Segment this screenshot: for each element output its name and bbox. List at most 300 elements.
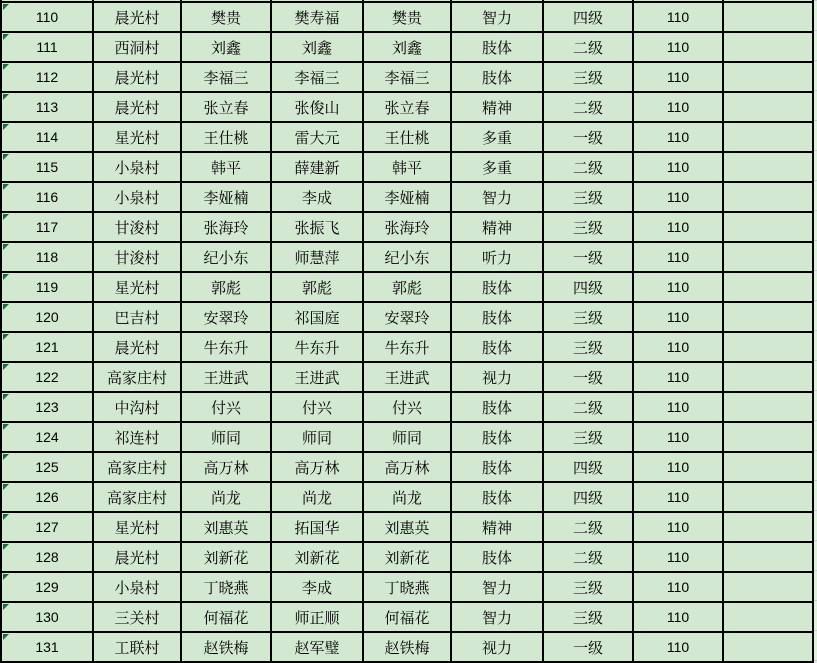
cell-no[interactable]	[1, 392, 93, 422]
cell-name1[interactable]	[181, 92, 271, 122]
cell-text: 安翠玲	[384, 309, 430, 327]
cell-amount[interactable]	[633, 182, 723, 212]
cell-village[interactable]	[93, 392, 181, 422]
cell-no[interactable]	[1, 512, 93, 542]
cell-no[interactable]	[1, 332, 93, 362]
cell-grade[interactable]	[543, 632, 633, 662]
cell-text: 多重	[481, 129, 512, 147]
cell-no[interactable]	[1, 302, 93, 332]
cell-text: 星光村	[114, 129, 160, 147]
cell-no[interactable]	[1, 32, 93, 62]
cell-amount[interactable]	[633, 572, 723, 602]
cell-name2[interactable]	[271, 632, 363, 662]
cell-no[interactable]	[1, 362, 93, 392]
cell-no[interactable]	[1, 482, 93, 512]
cell-blank[interactable]	[723, 122, 813, 152]
cell-name3[interactable]	[363, 392, 451, 422]
cell-text: 巴吉村	[114, 309, 160, 327]
cell-flag-triangle-icon	[3, 574, 9, 580]
cell-name1[interactable]	[181, 122, 271, 152]
cell-amount[interactable]	[633, 152, 723, 182]
cell-name1[interactable]	[181, 482, 271, 512]
cell-no[interactable]	[1, 272, 93, 302]
cell-flag-triangle-icon	[3, 154, 9, 160]
cell-amount[interactable]	[633, 362, 723, 392]
cell-text: 视力	[481, 639, 512, 657]
cell-name2[interactable]	[271, 302, 363, 332]
cell-name2[interactable]	[271, 392, 363, 422]
cell-name3[interactable]	[363, 32, 451, 62]
cell-name2[interactable]	[271, 242, 363, 272]
cell-type[interactable]	[451, 302, 543, 332]
cell-text: 124	[35, 429, 59, 445]
cell-text: 晨光村	[114, 339, 160, 357]
cell-blank[interactable]	[723, 482, 813, 512]
cell-text: 晨光村	[114, 9, 160, 27]
cell-name3[interactable]	[363, 512, 451, 542]
cell-grade[interactable]	[543, 302, 633, 332]
cell-blank[interactable]	[723, 272, 813, 302]
cell-type[interactable]	[451, 422, 543, 452]
cell-text: 125	[35, 459, 59, 475]
cell-amount[interactable]	[633, 92, 723, 122]
cell-village[interactable]	[93, 122, 181, 152]
cell-text: 王进武	[294, 369, 340, 387]
table-row	[1, 332, 813, 362]
cell-name1[interactable]	[181, 182, 271, 212]
cell-blank[interactable]	[723, 182, 813, 212]
table-row	[1, 302, 813, 332]
cell-name2[interactable]	[271, 422, 363, 452]
cell-name2[interactable]	[271, 542, 363, 572]
cell-village[interactable]	[93, 332, 181, 362]
cell-text: 安翠玲	[203, 309, 249, 327]
cell-name3[interactable]	[363, 182, 451, 212]
table-row	[1, 392, 813, 422]
cell-name3[interactable]	[363, 452, 451, 482]
cell-no[interactable]	[1, 542, 93, 572]
cell-type[interactable]	[451, 482, 543, 512]
cell-name2[interactable]	[271, 572, 363, 602]
cell-text: 二级	[572, 99, 603, 117]
table-row	[1, 212, 813, 242]
cell-name2[interactable]	[271, 182, 363, 212]
cell-type[interactable]	[451, 392, 543, 422]
cell-type[interactable]	[451, 362, 543, 392]
cell-blank[interactable]	[723, 602, 813, 632]
cell-name1[interactable]	[181, 2, 271, 32]
cell-text: 三级	[572, 219, 603, 237]
cell-grade[interactable]	[543, 2, 633, 32]
cell-no[interactable]	[1, 2, 93, 32]
cell-amount[interactable]	[633, 242, 723, 272]
cell-amount[interactable]	[633, 512, 723, 542]
cell-text: 130	[35, 609, 59, 625]
cell-name1[interactable]	[181, 302, 271, 332]
cell-amount[interactable]	[633, 542, 723, 572]
cell-no[interactable]	[1, 632, 93, 662]
cell-text: 雷大元	[294, 129, 340, 147]
cell-text: 110	[666, 579, 690, 595]
cell-text: 听力	[481, 249, 512, 267]
cell-amount[interactable]	[633, 272, 723, 302]
cell-text: 刘鑫	[301, 39, 332, 57]
cell-text: 肢体	[481, 459, 512, 477]
cell-name1[interactable]	[181, 572, 271, 602]
cell-text: 晨光村	[114, 69, 160, 87]
cell-name3[interactable]	[363, 152, 451, 182]
cell-village[interactable]	[93, 152, 181, 182]
cell-blank[interactable]	[723, 302, 813, 332]
cell-village[interactable]	[93, 302, 181, 332]
cell-blank[interactable]	[723, 572, 813, 602]
cell-name2[interactable]	[271, 602, 363, 632]
cell-grade[interactable]	[543, 272, 633, 302]
cell-no[interactable]	[1, 212, 93, 242]
cell-grade[interactable]	[543, 212, 633, 242]
cell-blank[interactable]	[723, 242, 813, 272]
cell-blank[interactable]	[723, 332, 813, 362]
cell-type[interactable]	[451, 62, 543, 92]
cell-text: 肢体	[481, 279, 512, 297]
table-row	[1, 482, 813, 512]
cell-amount[interactable]	[633, 212, 723, 242]
cell-text: 王仕桃	[384, 129, 430, 147]
cell-text: 李成	[301, 189, 332, 207]
cell-amount[interactable]	[633, 332, 723, 362]
cell-type[interactable]	[451, 512, 543, 542]
cell-name1[interactable]	[181, 152, 271, 182]
cell-text: 精神	[481, 99, 512, 117]
cell-text: 三关村	[114, 609, 160, 627]
cell-type[interactable]	[451, 32, 543, 62]
cell-text: 精神	[481, 519, 512, 537]
cell-village[interactable]	[93, 182, 181, 212]
cell-blank[interactable]	[723, 512, 813, 542]
cell-grade[interactable]	[543, 62, 633, 92]
cell-no[interactable]	[1, 572, 93, 602]
cell-name2[interactable]	[271, 482, 363, 512]
cell-name3[interactable]	[363, 422, 451, 452]
cell-flag-triangle-icon	[3, 634, 9, 640]
cell-type[interactable]	[451, 542, 543, 572]
cell-text: 祁连村	[114, 429, 160, 447]
cell-village[interactable]	[93, 602, 181, 632]
cell-amount[interactable]	[633, 122, 723, 152]
cell-grade[interactable]	[543, 242, 633, 272]
cell-type[interactable]	[451, 212, 543, 242]
cell-text: 小泉村	[114, 579, 160, 597]
cell-text: 128	[35, 549, 59, 565]
table-row	[1, 422, 813, 452]
table-row	[1, 572, 813, 602]
cell-name3[interactable]	[363, 242, 451, 272]
cell-grade[interactable]	[543, 422, 633, 452]
cell-blank[interactable]	[723, 62, 813, 92]
cell-text: 110	[666, 189, 690, 205]
cell-text: 119	[35, 279, 59, 295]
cell-name1[interactable]	[181, 542, 271, 572]
cell-text: 四级	[572, 459, 603, 477]
cell-text: 张立春	[384, 99, 430, 117]
cell-text: 高万林	[203, 459, 249, 477]
cell-village[interactable]	[93, 92, 181, 122]
cell-text: 三级	[572, 309, 603, 327]
cell-name1[interactable]	[181, 392, 271, 422]
cell-text: 丁晓燕	[203, 579, 249, 597]
cell-type[interactable]	[451, 152, 543, 182]
cell-text: 110	[666, 609, 690, 625]
cell-blank[interactable]	[723, 452, 813, 482]
cell-name2[interactable]	[271, 272, 363, 302]
cell-text: 三级	[572, 69, 603, 87]
cell-grade[interactable]	[543, 122, 633, 152]
cell-name1[interactable]	[181, 362, 271, 392]
cell-text: 中沟村	[114, 399, 160, 417]
cell-amount[interactable]	[633, 302, 723, 332]
cell-grade[interactable]	[543, 362, 633, 392]
cell-text: 小泉村	[114, 159, 160, 177]
cell-text: 二级	[572, 39, 603, 57]
cell-type[interactable]	[451, 2, 543, 32]
cell-name3[interactable]	[363, 272, 451, 302]
cell-no[interactable]	[1, 422, 93, 452]
cell-name2[interactable]	[271, 62, 363, 92]
cell-blank[interactable]	[723, 362, 813, 392]
cell-text: 110	[666, 489, 690, 505]
cell-grade[interactable]	[543, 182, 633, 212]
cell-text: 120	[35, 309, 59, 325]
cell-village[interactable]	[93, 572, 181, 602]
cell-text: 111	[36, 39, 58, 55]
cell-name2[interactable]	[271, 212, 363, 242]
cell-name1[interactable]	[181, 602, 271, 632]
cell-name1[interactable]	[181, 32, 271, 62]
cell-name2[interactable]	[271, 92, 363, 122]
cell-name1[interactable]	[181, 422, 271, 452]
cell-blank[interactable]	[723, 92, 813, 122]
table-row	[1, 2, 813, 32]
cell-type[interactable]	[451, 572, 543, 602]
cell-name3[interactable]	[363, 92, 451, 122]
cell-village[interactable]	[93, 632, 181, 662]
cell-village[interactable]	[93, 362, 181, 392]
cell-grade[interactable]	[543, 482, 633, 512]
cell-grade[interactable]	[543, 152, 633, 182]
cell-amount[interactable]	[633, 62, 723, 92]
table-row	[1, 272, 813, 302]
cell-text: 何福花	[384, 609, 430, 627]
cell-text: 师慧萍	[294, 249, 340, 267]
cell-blank[interactable]	[723, 422, 813, 452]
cell-text: 117	[35, 219, 59, 235]
cell-village[interactable]	[93, 2, 181, 32]
cell-no[interactable]	[1, 122, 93, 152]
cell-amount[interactable]	[633, 482, 723, 512]
cell-text: 星光村	[114, 519, 160, 537]
cell-name2[interactable]	[271, 332, 363, 362]
cell-text: 肢体	[481, 549, 512, 567]
cell-type[interactable]	[451, 272, 543, 302]
cell-name3[interactable]	[363, 2, 451, 32]
cell-grade[interactable]	[543, 572, 633, 602]
cell-village[interactable]	[93, 512, 181, 542]
cell-text: 纪小东	[384, 249, 430, 267]
cell-text: 星光村	[114, 279, 160, 297]
cell-type[interactable]	[451, 632, 543, 662]
cell-name2[interactable]	[271, 152, 363, 182]
cell-name1[interactable]	[181, 512, 271, 542]
cell-blank[interactable]	[723, 2, 813, 32]
cell-text: 师同	[210, 429, 241, 447]
cell-type[interactable]	[451, 242, 543, 272]
cell-grade[interactable]	[543, 332, 633, 362]
cell-grade[interactable]	[543, 32, 633, 62]
cell-village[interactable]	[93, 482, 181, 512]
cell-amount[interactable]	[633, 32, 723, 62]
cell-village[interactable]	[93, 272, 181, 302]
cell-flag-triangle-icon	[3, 274, 9, 280]
cell-amount[interactable]	[633, 452, 723, 482]
cell-name3[interactable]	[363, 212, 451, 242]
cell-text: 110	[666, 159, 690, 175]
cell-flag-triangle-icon	[3, 364, 9, 370]
cell-type[interactable]	[451, 92, 543, 122]
cell-text: 付兴	[301, 399, 332, 417]
cell-blank[interactable]	[723, 392, 813, 422]
cell-type[interactable]	[451, 182, 543, 212]
cell-amount[interactable]	[633, 392, 723, 422]
cell-type[interactable]	[451, 602, 543, 632]
cell-grade[interactable]	[543, 512, 633, 542]
table-row	[1, 242, 813, 272]
cell-no[interactable]	[1, 152, 93, 182]
cell-text: 付兴	[391, 399, 422, 417]
cell-name1[interactable]	[181, 332, 271, 362]
cell-name3[interactable]	[363, 362, 451, 392]
cell-name3[interactable]	[363, 602, 451, 632]
cell-name3[interactable]	[363, 122, 451, 152]
cell-name1[interactable]	[181, 242, 271, 272]
cell-text: 110	[666, 519, 690, 535]
cell-text: 110	[666, 219, 690, 235]
cell-text: 拓国华	[294, 519, 340, 537]
cell-text: 肢体	[481, 39, 512, 57]
cell-text: 110	[666, 129, 690, 145]
cell-text: 何福花	[203, 609, 249, 627]
cell-name2[interactable]	[271, 452, 363, 482]
cell-name1[interactable]	[181, 272, 271, 302]
table-row	[1, 632, 813, 662]
cell-text: 110	[666, 279, 690, 295]
cell-text: 纪小东	[203, 249, 249, 267]
cell-village[interactable]	[93, 32, 181, 62]
cell-grade[interactable]	[543, 452, 633, 482]
cell-text: 110	[666, 339, 690, 355]
cell-text: 视力	[481, 369, 512, 387]
cell-type[interactable]	[451, 122, 543, 152]
cell-village[interactable]	[93, 62, 181, 92]
cell-text: 110	[666, 249, 690, 265]
cell-name3[interactable]	[363, 632, 451, 662]
cell-type[interactable]	[451, 452, 543, 482]
cell-village[interactable]	[93, 422, 181, 452]
cell-text: 110	[666, 429, 690, 445]
cell-amount[interactable]	[633, 2, 723, 32]
cell-text: 韩平	[391, 159, 422, 177]
cell-amount[interactable]	[633, 422, 723, 452]
cell-name1[interactable]	[181, 452, 271, 482]
cell-name3[interactable]	[363, 482, 451, 512]
cell-text: 樊寿福	[294, 9, 340, 27]
cell-blank[interactable]	[723, 542, 813, 572]
cell-no[interactable]	[1, 92, 93, 122]
cell-name1[interactable]	[181, 62, 271, 92]
cell-name3[interactable]	[363, 332, 451, 362]
cell-flag-triangle-icon	[3, 604, 9, 610]
cell-name1[interactable]	[181, 212, 271, 242]
cell-name3[interactable]	[363, 62, 451, 92]
cell-text: 肢体	[481, 429, 512, 447]
cell-text: 晨光村	[114, 99, 160, 117]
cell-name2[interactable]	[271, 2, 363, 32]
cell-no[interactable]	[1, 602, 93, 632]
table-row	[1, 452, 813, 482]
cell-village[interactable]	[93, 242, 181, 272]
cell-name1[interactable]	[181, 632, 271, 662]
cell-grade[interactable]	[543, 602, 633, 632]
cell-amount[interactable]	[633, 632, 723, 662]
cell-grade[interactable]	[543, 92, 633, 122]
cell-text: 112	[35, 69, 59, 85]
cell-flag-triangle-icon	[3, 124, 9, 130]
cell-blank[interactable]	[723, 212, 813, 242]
cell-no[interactable]	[1, 62, 93, 92]
cell-text: 甘浚村	[114, 219, 160, 237]
cell-village[interactable]	[93, 212, 181, 242]
cell-name2[interactable]	[271, 362, 363, 392]
cell-grade[interactable]	[543, 542, 633, 572]
cell-flag-triangle-icon	[3, 184, 9, 190]
cell-text: 四级	[572, 279, 603, 297]
cell-text: 薛建新	[294, 159, 340, 177]
cell-name3[interactable]	[363, 572, 451, 602]
cell-text: 123	[35, 399, 59, 415]
cell-name3[interactable]	[363, 542, 451, 572]
cell-text: 115	[35, 159, 59, 175]
cell-village[interactable]	[93, 542, 181, 572]
cell-blank[interactable]	[723, 32, 813, 62]
cell-flag-triangle-icon	[3, 64, 9, 70]
cell-no[interactable]	[1, 182, 93, 212]
cell-text: 110	[666, 309, 690, 325]
cell-village[interactable]	[93, 452, 181, 482]
cell-type[interactable]	[451, 332, 543, 362]
cell-text: 张立春	[203, 99, 249, 117]
cell-blank[interactable]	[723, 632, 813, 662]
cell-name2[interactable]	[271, 32, 363, 62]
cell-amount[interactable]	[633, 602, 723, 632]
table-body	[1, 0, 813, 663]
cell-no[interactable]	[1, 452, 93, 482]
cell-name3[interactable]	[363, 302, 451, 332]
cell-name2[interactable]	[271, 122, 363, 152]
cell-name2[interactable]	[271, 512, 363, 542]
cell-no[interactable]	[1, 242, 93, 272]
cell-text: 郭彪	[301, 279, 332, 297]
cell-blank[interactable]	[723, 152, 813, 182]
cell-grade[interactable]	[543, 392, 633, 422]
